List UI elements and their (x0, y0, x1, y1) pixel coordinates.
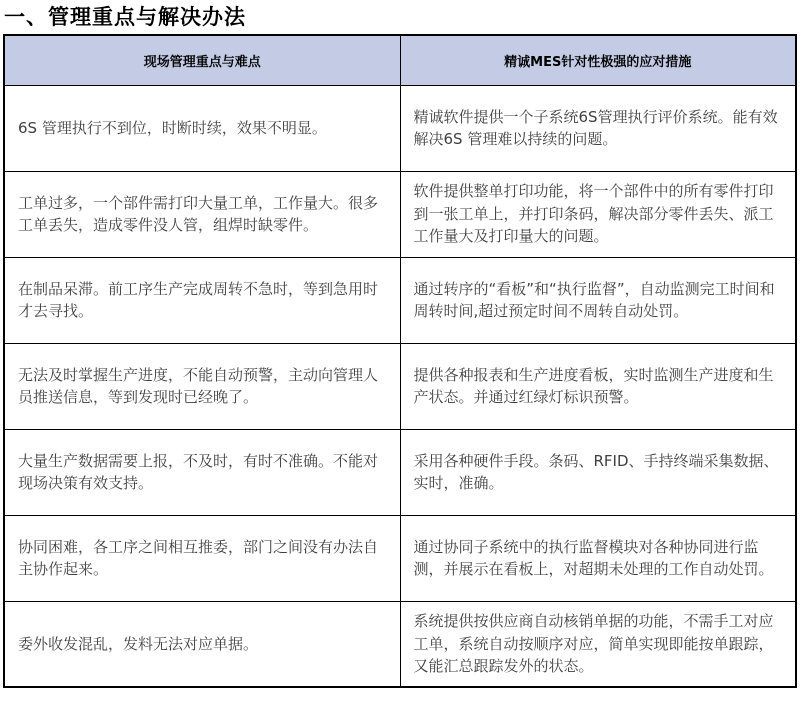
page-title: 一、管理重点与解决办法 (4, 5, 246, 29)
problem-cell: 6S 管理执行不到位，时断时续，效果不明显。 (4, 85, 400, 171)
header-row (4, 35, 796, 85)
solution-cell: 软件提供整单打印功能，将一个部件中的所有零件打印到一张工单上，并打印条码，解决部分零件丢失、派工工作量大及打印量大的问题。 (400, 171, 796, 257)
solution-cell: 系统提供按供应商自动核销单据的功能，不需手工对应工单，系统自动按顺序对应，简单实现即能按单跟踪，又能汇总跟踪发外的状态。 (400, 601, 796, 687)
column-header-problems: 现场管理重点与难点 (4, 35, 400, 85)
solution-cell: 提供各种报表和生产进度看板，实时监测生产进度和生产状态。并通过红绿灯标识预警。 (400, 343, 796, 429)
table-row (4, 171, 796, 257)
solution-cell: 精诚软件提供一个子系统6S管理执行评价系统。能有效解决6S 管理难以持续的问题。 (400, 85, 796, 171)
solution-cell: 通过协同子系统中的执行监督模块对各种协同进行监测，并展示在看板上，对超期未处理的工作自动处罚。 (400, 515, 796, 601)
problem-cell: 大量生产数据需要上报，不及时，有时不准确。不能对现场决策有效支持。 (4, 429, 400, 515)
table-row (4, 601, 796, 687)
management-table (3, 34, 797, 688)
problem-cell: 委外收发混乱，发料无法对应单据。 (4, 601, 400, 687)
problem-cell: 在制品呆滞。前工序生产完成周转不急时，等到急用时才去寻找。 (4, 257, 400, 343)
table-row (4, 85, 796, 171)
table-row (4, 343, 796, 429)
solution-cell: 采用各种硬件手段。条码、RFID、手持终端采集数据、实时，准确。 (400, 429, 796, 515)
table-row (4, 257, 796, 343)
table-row (4, 515, 796, 601)
column-header-solutions: 精诚MES针对性极强的应对措施 (400, 35, 796, 85)
table-row (4, 429, 796, 515)
problem-cell: 协同困难，各工序之间相互推委，部门之间没有办法自主协作起来。 (4, 515, 400, 601)
solution-cell: 通过转序的“看板”和“执行监督”，自动监测完工时间和周转时间,超过预定时间不周转自动处罚。 (400, 257, 796, 343)
problem-cell: 工单过多，一个部件需打印大量工单，工作量大。很多工单丢失，造成零件没人管，组焊时缺零件。 (4, 171, 400, 257)
problem-cell: 无法及时掌握生产进度，不能自动预警，主动向管理人员推送信息，等到发现时已经晚了。 (4, 343, 400, 429)
